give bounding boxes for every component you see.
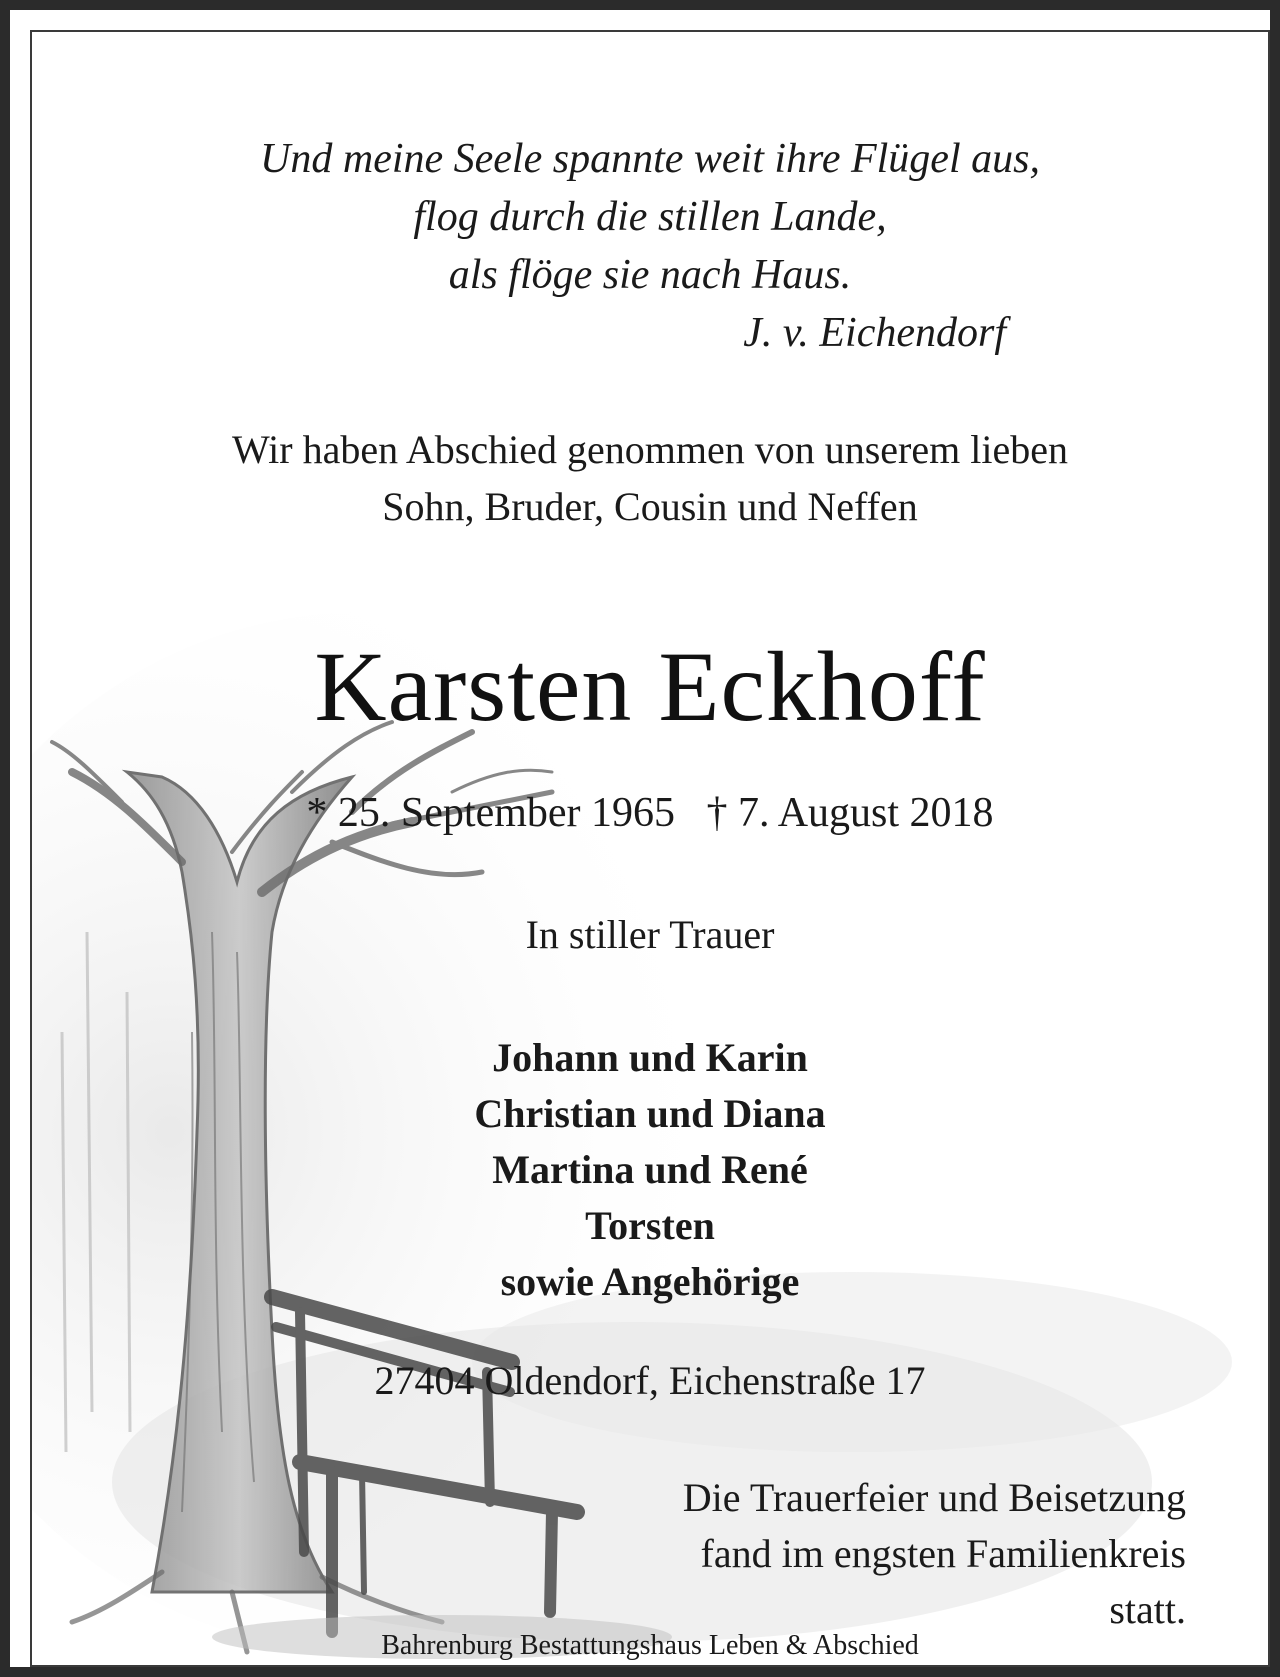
family-member: sowie Angehörige	[500, 1259, 800, 1304]
poem-line: Und meine Seele spannte weit ihre Flügel aus,	[260, 136, 1040, 182]
poem-line: flog durch die stillen Lande,	[413, 194, 887, 240]
family-member: Johann und Karin	[492, 1035, 808, 1080]
deceased-name: Karsten Eckhoff	[314, 631, 986, 742]
poem-line: als flöge sie nach Haus.	[448, 252, 852, 298]
ceremony-note-line: fand im engsten Familienkreis	[700, 1531, 1186, 1576]
intro-line: Wir haben Abschied genommen von unserem lieben	[232, 427, 1068, 472]
mourning-heading: In stiller Trauer	[525, 912, 775, 957]
family-address: 27404 Oldendorf, Eichenstraße 17	[374, 1358, 926, 1403]
life-dates: * 25. September 1965 † 7. August 2018	[306, 790, 994, 836]
family-member: Martina und René	[492, 1147, 808, 1192]
ceremony-note-line: statt.	[1109, 1587, 1186, 1632]
intro-line: Sohn, Bruder, Cousin und Neffen	[382, 484, 918, 529]
obituary-notice	[30, 30, 1270, 1667]
family-member: Torsten	[585, 1203, 715, 1248]
family-member: Christian und Diana	[474, 1091, 826, 1136]
funeral-home-credit: Bahrenburg Bestattungshaus Leben & Abschied	[381, 1630, 919, 1661]
ceremony-note-line: Die Trauerfeier und Beisetzung	[682, 1475, 1186, 1520]
poem-author: J. v. Eichendorf	[743, 310, 1006, 356]
